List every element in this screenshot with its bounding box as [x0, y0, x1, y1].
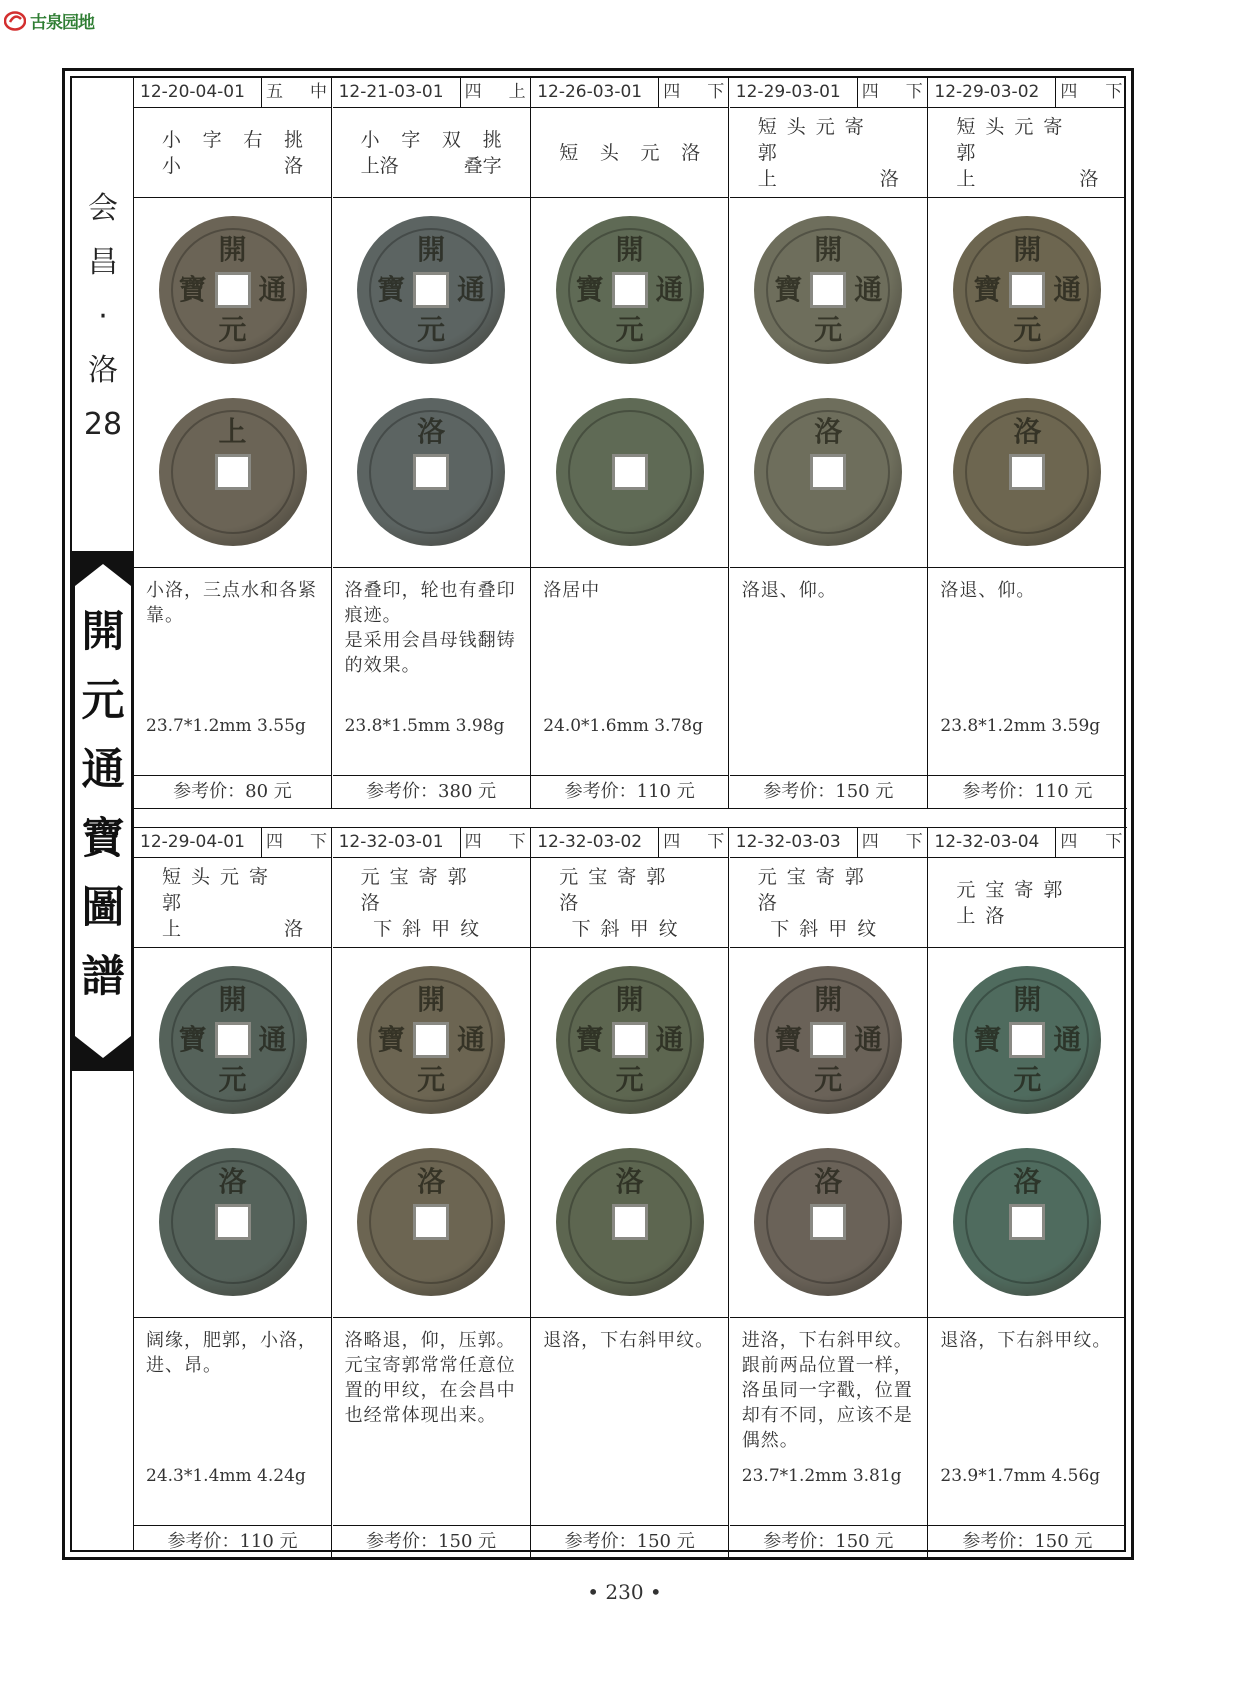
variety-name-word: 字: [401, 128, 421, 151]
catalog-code: 12-29-03-01: [730, 78, 858, 107]
coin-photo: [730, 948, 927, 1318]
grade-mark: 下: [1105, 82, 1123, 102]
coin-photo: [730, 198, 927, 568]
grade-cell: [659, 828, 728, 857]
coin-inscription-char: 寶: [575, 1023, 604, 1056]
coin-inscription-char: 寶: [575, 273, 604, 306]
catalog-frame-inner: [70, 76, 1126, 1552]
grade-mark: 下: [905, 82, 923, 102]
catalog-code: 12-32-03-01: [333, 828, 461, 857]
coin-description: [928, 568, 1126, 776]
reference-price: 参考价：110 元: [564, 781, 695, 802]
grade-mark: 上: [508, 82, 526, 102]
variety-name-word: 字: [202, 128, 222, 151]
coin-inscription-char: 開: [218, 233, 247, 266]
coin-inscription-char: 寶: [178, 273, 207, 306]
grade-cell: [1056, 828, 1126, 857]
entry-header: [333, 78, 530, 108]
coin-square-hole: [1009, 272, 1045, 308]
coin-description: [928, 1318, 1126, 1526]
coin-reverse-image: [357, 1148, 505, 1296]
coin-square-hole: [612, 1204, 648, 1240]
coin-entry: [928, 828, 1126, 1558]
reference-price: 参考价：150 元: [763, 1531, 894, 1552]
coin-entry: [134, 828, 332, 1558]
variety-name-line: [559, 864, 700, 916]
coin-inscription-char: 開: [814, 233, 843, 266]
coin-obverse-image: [556, 966, 704, 1114]
grade-mark: 下: [1105, 832, 1123, 852]
coin-measurements: 23.7*1.2mm 3.55g: [146, 716, 306, 736]
grade-cell: [1056, 78, 1126, 107]
coin-square-hole: [810, 1022, 846, 1058]
coin-obverse-image: [556, 216, 704, 364]
coin-entry: [333, 828, 531, 1558]
variety-name: [134, 108, 331, 198]
variety-name-line: [361, 916, 502, 942]
coin-obverse-image: [159, 216, 307, 364]
coin-inscription-char: 通: [258, 273, 287, 306]
coin-square-hole: [215, 272, 251, 308]
coin-inscription-char: 通: [1053, 1023, 1082, 1056]
coin-inscription-char: 元: [417, 1063, 446, 1096]
coin-reverse-image: [159, 1148, 307, 1296]
variety-name: [134, 858, 331, 948]
catalog-code: 12-29-04-01: [134, 828, 262, 857]
variety-name: [531, 858, 728, 948]
grade-cell: [659, 78, 728, 107]
variety-name-word: 头: [599, 141, 619, 164]
page-number: • 230 •: [587, 1580, 662, 1604]
grade-mark: 四: [861, 82, 879, 102]
variety-name-line: [162, 153, 303, 179]
description-text: 退洛，下右斜甲纹。: [543, 1330, 715, 1351]
coin-square-hole: [413, 272, 449, 308]
entry-header: [730, 828, 927, 858]
side-title-char: 通: [81, 745, 125, 795]
description-text: 洛略退，仰，压郭。元宝寄郭常常任意位置的甲纹，在会昌中也经常体现出来。: [344, 1330, 516, 1426]
reference-price: 参考价：380 元: [366, 781, 497, 802]
coin-inscription-char: 寶: [377, 1023, 406, 1056]
grade-mark: 四: [861, 832, 879, 852]
variety-name-word: 上: [162, 917, 182, 940]
reference-price: 参考价：110 元: [167, 1531, 298, 1552]
side-title-char: 譜: [81, 952, 125, 1002]
side-label-char: ·: [98, 299, 108, 334]
coin-measurements: 24.3*1.4mm 4.24g: [146, 1466, 306, 1486]
coin-inscription-char: 開: [615, 233, 644, 266]
coin-inscription-char: 元: [218, 313, 247, 346]
coin-photo: [531, 198, 728, 568]
coin-inscription-char: 元: [615, 313, 644, 346]
coin-reverse-image: [754, 1148, 902, 1296]
grade-cell: [262, 78, 331, 107]
catalog-code: 12-32-03-03: [730, 828, 858, 857]
catalog-code: 12-32-03-04: [928, 828, 1056, 857]
grade-mark: 四: [464, 82, 482, 102]
coin-measurements: 23.8*1.5mm 3.98g: [344, 716, 505, 736]
variety-name-word: 短: [559, 141, 579, 164]
catalog-code: 12-32-03-02: [531, 828, 659, 857]
variety-name-word: 洛: [681, 141, 701, 164]
coin-square-hole: [215, 454, 251, 490]
description-text: 阔缘，肥郭，小洛，进、昂。: [146, 1330, 317, 1376]
entry-header: [928, 78, 1126, 108]
grade-mark: 四: [1060, 832, 1078, 852]
coin-description: [730, 568, 927, 776]
variety-name-word: 右: [243, 128, 263, 151]
coin-inscription-char: 開: [417, 983, 446, 1016]
coin-inscription-char: 元: [1013, 313, 1042, 346]
variety-name: [928, 858, 1126, 948]
variety-name-word: 叠字: [463, 154, 502, 177]
side-label-char: 昌: [88, 245, 118, 280]
variety-name-line: [162, 127, 303, 153]
side-label-char: 洛: [88, 353, 118, 388]
coin-square-hole: [612, 272, 648, 308]
coin-photo: [928, 198, 1126, 568]
variety-name-word: 小: [162, 154, 182, 177]
coin-measurements: 23.7*1.2mm 3.81g: [741, 1466, 902, 1486]
coin-reverse-image: [357, 398, 505, 546]
description-text: 小洛，三点水和各紧靠。: [146, 580, 317, 626]
variety-name-word: 上: [956, 167, 976, 190]
variety-name-word: 洛: [283, 917, 303, 940]
logo-icon: [4, 11, 26, 31]
variety-name-word: 洛: [283, 154, 303, 177]
description-text: 洛叠印，轮也有叠印痕迹。: [344, 580, 516, 626]
entry-header: [134, 78, 331, 108]
side-label-char: 会: [88, 191, 118, 226]
variety-name-word: 洛: [1079, 167, 1099, 190]
grade-cell: [858, 828, 927, 857]
description-text: 洛退、仰。: [741, 580, 837, 601]
coin-measurements: 24.0*1.6mm 3.78g: [543, 716, 703, 736]
coin-square-hole: [1009, 1204, 1045, 1240]
grade-mark: 四: [266, 832, 283, 852]
variety-name-line: [162, 864, 303, 916]
coin-square-hole: [810, 1204, 846, 1240]
coin-reverse-mark: 洛: [1013, 415, 1042, 448]
entry-header: [134, 828, 331, 858]
variety-name-line: [956, 877, 1098, 929]
coin-square-hole: [810, 454, 846, 490]
variety-name-line: [361, 153, 502, 179]
block-separator: [134, 808, 1127, 828]
variety-name-line: [758, 166, 899, 192]
coin-reverse-mark: 洛: [1013, 1165, 1042, 1198]
variety-name-word: 下斜甲纹: [571, 917, 688, 940]
description-text: 洛退、仰。: [940, 580, 1036, 601]
coin-inscription-char: 通: [854, 273, 883, 306]
variety-name: [531, 108, 728, 198]
coin-obverse-image: [357, 216, 505, 364]
coin-inscription-char: 元: [615, 1063, 644, 1096]
coin-reverse-mark: 洛: [814, 415, 843, 448]
variety-name-word: 双: [441, 128, 461, 151]
side-title-char: 寶: [81, 814, 125, 864]
variety-name-line: [956, 114, 1098, 166]
catalog-code: 12-20-04-01: [134, 78, 262, 107]
coin-square-hole: [413, 1022, 449, 1058]
variety-name-word: 短头元寄郭: [757, 115, 874, 164]
coin-inscription-char: 通: [457, 1023, 486, 1056]
variety-name-word: 挑: [482, 128, 502, 151]
side-title-char: 圖: [81, 883, 125, 933]
grade-mark: 四: [663, 82, 681, 102]
coin-inscription-char: 寶: [973, 273, 1002, 306]
variety-name-line: [361, 864, 502, 916]
coin-inscription-char: 元: [814, 313, 843, 346]
coin-reverse-image: [953, 398, 1101, 546]
description-text: 洛居中: [543, 580, 601, 601]
entry-header: [730, 78, 927, 108]
variety-name-line: [361, 127, 502, 153]
reference-price: 参考价：150 元: [564, 1531, 695, 1552]
coin-reverse-mark: 洛: [417, 1165, 446, 1198]
coin-measurements: 23.8*1.2mm 3.59g: [940, 716, 1101, 736]
coin-reverse-image: [953, 1148, 1101, 1296]
coin-inscription-char: 通: [655, 1023, 684, 1056]
coin-inscription-char: 通: [457, 273, 486, 306]
catalog-frame: [62, 68, 1134, 1560]
coin-square-hole: [1009, 1022, 1045, 1058]
coin-reverse-mark: 洛: [814, 1165, 843, 1198]
coin-obverse-image: [159, 966, 307, 1114]
grade-cell: [461, 78, 530, 107]
grade-mark: 下: [508, 832, 526, 852]
coin-reverse-mark: 洛: [218, 1165, 247, 1198]
variety-name-word: 下斜甲纹: [373, 917, 490, 940]
variety-name-word: 元宝寄郭洛: [757, 865, 874, 914]
side-title-char: 元: [81, 676, 125, 726]
coin-inscription-char: 開: [814, 983, 843, 1016]
catalog-code: 12-29-03-02: [928, 78, 1056, 107]
coin-reverse-image: [556, 398, 704, 546]
coin-inscription-char: 寶: [973, 1023, 1002, 1056]
coin-obverse-image: [953, 966, 1101, 1114]
side-title-char: 開: [81, 607, 125, 657]
coin-entry: [730, 828, 928, 1558]
coin-inscription-char: 元: [814, 1063, 843, 1096]
coin-inscription-char: 通: [854, 1023, 883, 1056]
coin-obverse-image: [754, 216, 902, 364]
coin-obverse-image: [357, 966, 505, 1114]
variety-name-line: [559, 140, 700, 166]
coin-description: [134, 1318, 331, 1526]
grade-mark: 四: [1060, 82, 1078, 102]
coin-description: [333, 568, 530, 776]
coin-square-hole: [413, 1204, 449, 1240]
coin-entry: [928, 78, 1126, 808]
coin-square-hole: [810, 272, 846, 308]
variety-name-word: 下斜甲纹: [770, 917, 887, 940]
side-label-char: 28: [83, 407, 123, 442]
variety-name-word: 元宝寄郭洛: [360, 865, 477, 914]
coin-square-hole: [612, 1022, 648, 1058]
coin-reverse-mark: 洛: [615, 1165, 644, 1198]
variety-name-word: 洛: [879, 167, 899, 190]
variety-name-line: [162, 916, 303, 942]
coin-inscription-char: 元: [417, 313, 446, 346]
coin-inscription-char: 通: [258, 1023, 287, 1056]
coin-measurements: 23.9*1.7mm 4.56g: [940, 1466, 1101, 1486]
grade-cell: [262, 828, 331, 857]
coin-reverse-mark: 洛: [417, 415, 446, 448]
variety-name-line: [559, 916, 700, 942]
coin-reverse-image: [556, 1148, 704, 1296]
grade-mark: 五: [266, 82, 283, 102]
entry-header: [928, 828, 1126, 858]
coin-inscription-char: 開: [417, 233, 446, 266]
coin-square-hole: [215, 1022, 251, 1058]
coin-description: [333, 1318, 530, 1526]
coin-entry: [333, 78, 531, 808]
coin-inscription-char: 寶: [178, 1023, 207, 1056]
grade-cell: [461, 828, 530, 857]
variety-name-word: 上: [757, 167, 777, 190]
reference-price: 参考价：150 元: [763, 781, 894, 802]
coin-inscription-char: 開: [1013, 233, 1042, 266]
coin-photo: [531, 948, 728, 1318]
variety-name-word: 短头元寄郭: [956, 115, 1073, 164]
description-text: 是采用会昌母钱翻铸的效果。: [344, 630, 516, 676]
coin-photo: [134, 948, 331, 1318]
entry-header: [531, 828, 728, 858]
coin-photo: [333, 198, 530, 568]
variety-name: [928, 108, 1126, 198]
variety-name-line: [758, 916, 899, 942]
variety-name: [730, 108, 927, 198]
coin-inscription-char: 元: [1013, 1063, 1042, 1096]
coin-photo: [134, 198, 331, 568]
variety-name-line: [758, 114, 899, 166]
grade-cell: [858, 78, 927, 107]
coin-reverse-mark: 上: [218, 415, 247, 448]
coin-inscription-char: 開: [615, 983, 644, 1016]
reference-price: 参考价：150 元: [962, 1531, 1093, 1552]
coin-entry: [531, 78, 729, 808]
variety-name-word: 元: [640, 141, 660, 164]
variety-name-word: 小: [360, 128, 380, 151]
logo-text: 古泉园地: [30, 13, 94, 33]
grade-mark: 下: [310, 832, 327, 852]
coin-square-hole: [215, 1204, 251, 1240]
grade-mark: 下: [707, 82, 725, 102]
catalog-code: 12-26-03-01: [531, 78, 659, 107]
coin-description: [730, 1318, 927, 1526]
coin-reverse-image: [754, 398, 902, 546]
reference-price: 参考价：110 元: [962, 781, 1093, 802]
side-title: [72, 598, 134, 1012]
variety-name-word: 小: [162, 128, 182, 151]
coin-reverse-image: [159, 398, 307, 546]
coin-photo: [333, 948, 530, 1318]
grade-mark: 四: [464, 832, 482, 852]
description-text: 进洛，下右斜甲纹。跟前两品位置一样，洛虽同一字戳，位置却有不同，应该不是偶然。: [741, 1330, 913, 1451]
variety-name-word: 挑: [283, 128, 303, 151]
coin-inscription-char: 通: [1053, 273, 1082, 306]
coin-description: [531, 1318, 728, 1526]
variety-name-word: 元宝寄郭洛: [559, 865, 676, 914]
coin-inscription-char: 寶: [377, 273, 406, 306]
coin-square-hole: [1009, 454, 1045, 490]
coin-entry: [134, 78, 332, 808]
coin-obverse-image: [754, 966, 902, 1114]
coin-inscription-char: 通: [655, 273, 684, 306]
coin-obverse-image: [953, 216, 1101, 364]
reference-price: 参考价：150 元: [366, 1531, 497, 1552]
variety-name: [333, 108, 530, 198]
reference-price: 参考价：80 元: [173, 781, 292, 802]
coin-entry: [730, 78, 928, 808]
description-text: 退洛，下右斜甲纹。: [940, 1330, 1112, 1351]
coin-photo: [928, 948, 1126, 1318]
entry-header: [531, 78, 728, 108]
catalog-code: 12-21-03-01: [333, 78, 461, 107]
entry-header: [333, 828, 530, 858]
coin-inscription-char: 寶: [774, 273, 803, 306]
side-label: [72, 182, 134, 452]
side-panel: [72, 78, 134, 1550]
coin-description: [531, 568, 728, 776]
variety-name-line: [956, 166, 1098, 192]
coin-square-hole: [612, 454, 648, 490]
grade-mark: 四: [663, 832, 681, 852]
coin-description: [134, 568, 331, 776]
coin-inscription-char: 寶: [774, 1023, 803, 1056]
variety-name-line: [758, 864, 899, 916]
site-logo: [4, 8, 94, 33]
coin-inscription-char: 元: [218, 1063, 247, 1096]
coin-inscription-char: 開: [218, 983, 247, 1016]
variety-name: [333, 858, 530, 948]
coin-inscription-char: 開: [1013, 983, 1042, 1016]
variety-name: [730, 858, 927, 948]
grade-mark: 中: [310, 82, 327, 102]
variety-name-word: 上洛: [360, 154, 399, 177]
grade-mark: 下: [905, 832, 923, 852]
coin-square-hole: [413, 454, 449, 490]
variety-name-word: 元宝寄郭上洛: [956, 878, 1073, 927]
variety-name-word: 短头元寄郭: [162, 865, 279, 914]
grade-mark: 下: [707, 832, 725, 852]
coin-entry: [531, 828, 729, 1558]
